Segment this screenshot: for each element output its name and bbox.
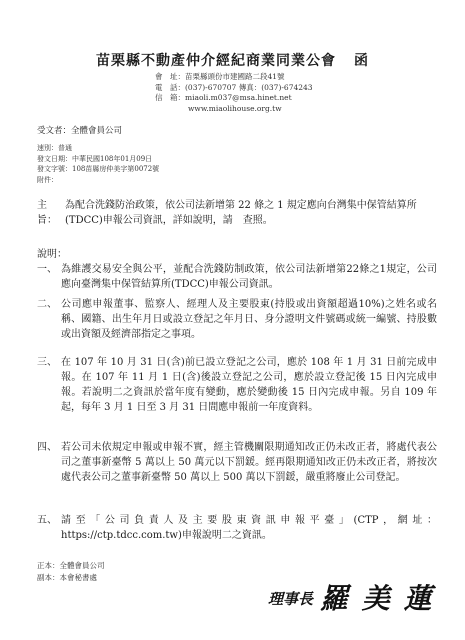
doc-type: 函 bbox=[354, 53, 369, 69]
recipient: 受文者：全體會員公司 bbox=[37, 126, 123, 136]
section-number: 三、 bbox=[37, 357, 57, 368]
org-name: 苗栗縣不動產仲介經紀商業同業公會 bbox=[96, 53, 336, 69]
contact-block bbox=[155, 72, 313, 114]
signature-name: 羅 美 蓮 bbox=[320, 582, 434, 615]
section-5 bbox=[37, 513, 437, 543]
section-text: 在 107 年 10 月 31 日(含)前已設立登記之公司，應於 108 年 1 月 31 日前完成申報。在 107 年 11 月 1 日(含)後設立登記之公司，應於設立登記後 15 日內完成申報。若說明二之資訊於當年度有變動，應於變動後 15 日內完成申報。另自 109 年起，每年 3 月 1 日至 3 月 31 日間應申報前一年度資料。 bbox=[61, 357, 437, 413]
cc-copy: 副本：本會秘書處 bbox=[37, 573, 97, 582]
section-1 bbox=[37, 262, 437, 292]
section-number: 五、 bbox=[37, 515, 57, 526]
section-3 bbox=[37, 355, 437, 415]
section-number: 四、 bbox=[37, 442, 57, 453]
contact-email: 信 箱：miaoli.m037@msa.hinet.net bbox=[155, 93, 292, 102]
speed-line: 速別：普通 bbox=[37, 144, 72, 152]
section-2 bbox=[37, 297, 437, 342]
meta-block bbox=[37, 143, 159, 185]
subject-label: 主旨： bbox=[37, 200, 57, 226]
section-number: 一、 bbox=[37, 264, 57, 275]
cc-block bbox=[37, 560, 105, 584]
document-title bbox=[0, 50, 465, 70]
attachment-line: 附件： bbox=[37, 175, 58, 184]
chairman-signature bbox=[268, 570, 448, 620]
section-text: 請至「公司負責人及主要股東資訊申報平臺」(CTP，網址：https://ctp.tdcc.com.tw)申報說明二之資訊。 bbox=[61, 515, 437, 541]
section-text: 公司應申報董事、監察人、經理人及主要股東(持股或出資額超過10%)之姓名或名稱、國籍、出生年月日或設立登記之年月日、身分證明文件號碼或統一編號、持股數或出資額及經濟部指定之事項。 bbox=[61, 299, 437, 340]
signature-title: 理事長 bbox=[268, 590, 314, 608]
subject-text: 為配合洗錢防治政策，依公司法新增第 22 條之 1 規定應向台灣集中保管結算所(TDCC)申報公司資訊，詳如說明，請 查照。 bbox=[65, 200, 417, 226]
cc-main: 正本：全體會員公司 bbox=[37, 561, 105, 570]
subject-block bbox=[37, 198, 437, 228]
contact-address: 會 址：苗栗縣頭份市建國路二段41號 bbox=[155, 72, 285, 81]
section-text: 為維護交易安全與公平，並配合洗錢防制政策，依公司法新增第22條之1規定，公司應向臺灣集中保管結算所(TDCC)申報公司資訊。 bbox=[61, 264, 437, 290]
contact-phone: 電 話：(037)-670707 傳真：(037)-674243 bbox=[155, 82, 313, 92]
date-line: 發文日期：中華民國108年01月09日 bbox=[37, 154, 153, 163]
contact-website: www.miaolihouse.org.tw bbox=[188, 103, 282, 113]
section-text: 若公司未依規定申報或申報不實，經主管機關限期通知改正仍未改正者，將處代表公司之董事新臺幣 5 萬以上 50 萬元以下罰鍰。經再限期通知改正仍未改正者，將按次處代表公司之董事新臺幣 50 萬以上 500 萬以下罰鍰，嚴重將廢止公司登記。 bbox=[61, 442, 437, 483]
explanation-label: 說明： bbox=[37, 249, 67, 260]
section-4 bbox=[37, 440, 437, 485]
section-number: 二、 bbox=[37, 299, 57, 310]
number-line: 發文字號：108苗縣房仲美字第0072號 bbox=[37, 165, 160, 173]
